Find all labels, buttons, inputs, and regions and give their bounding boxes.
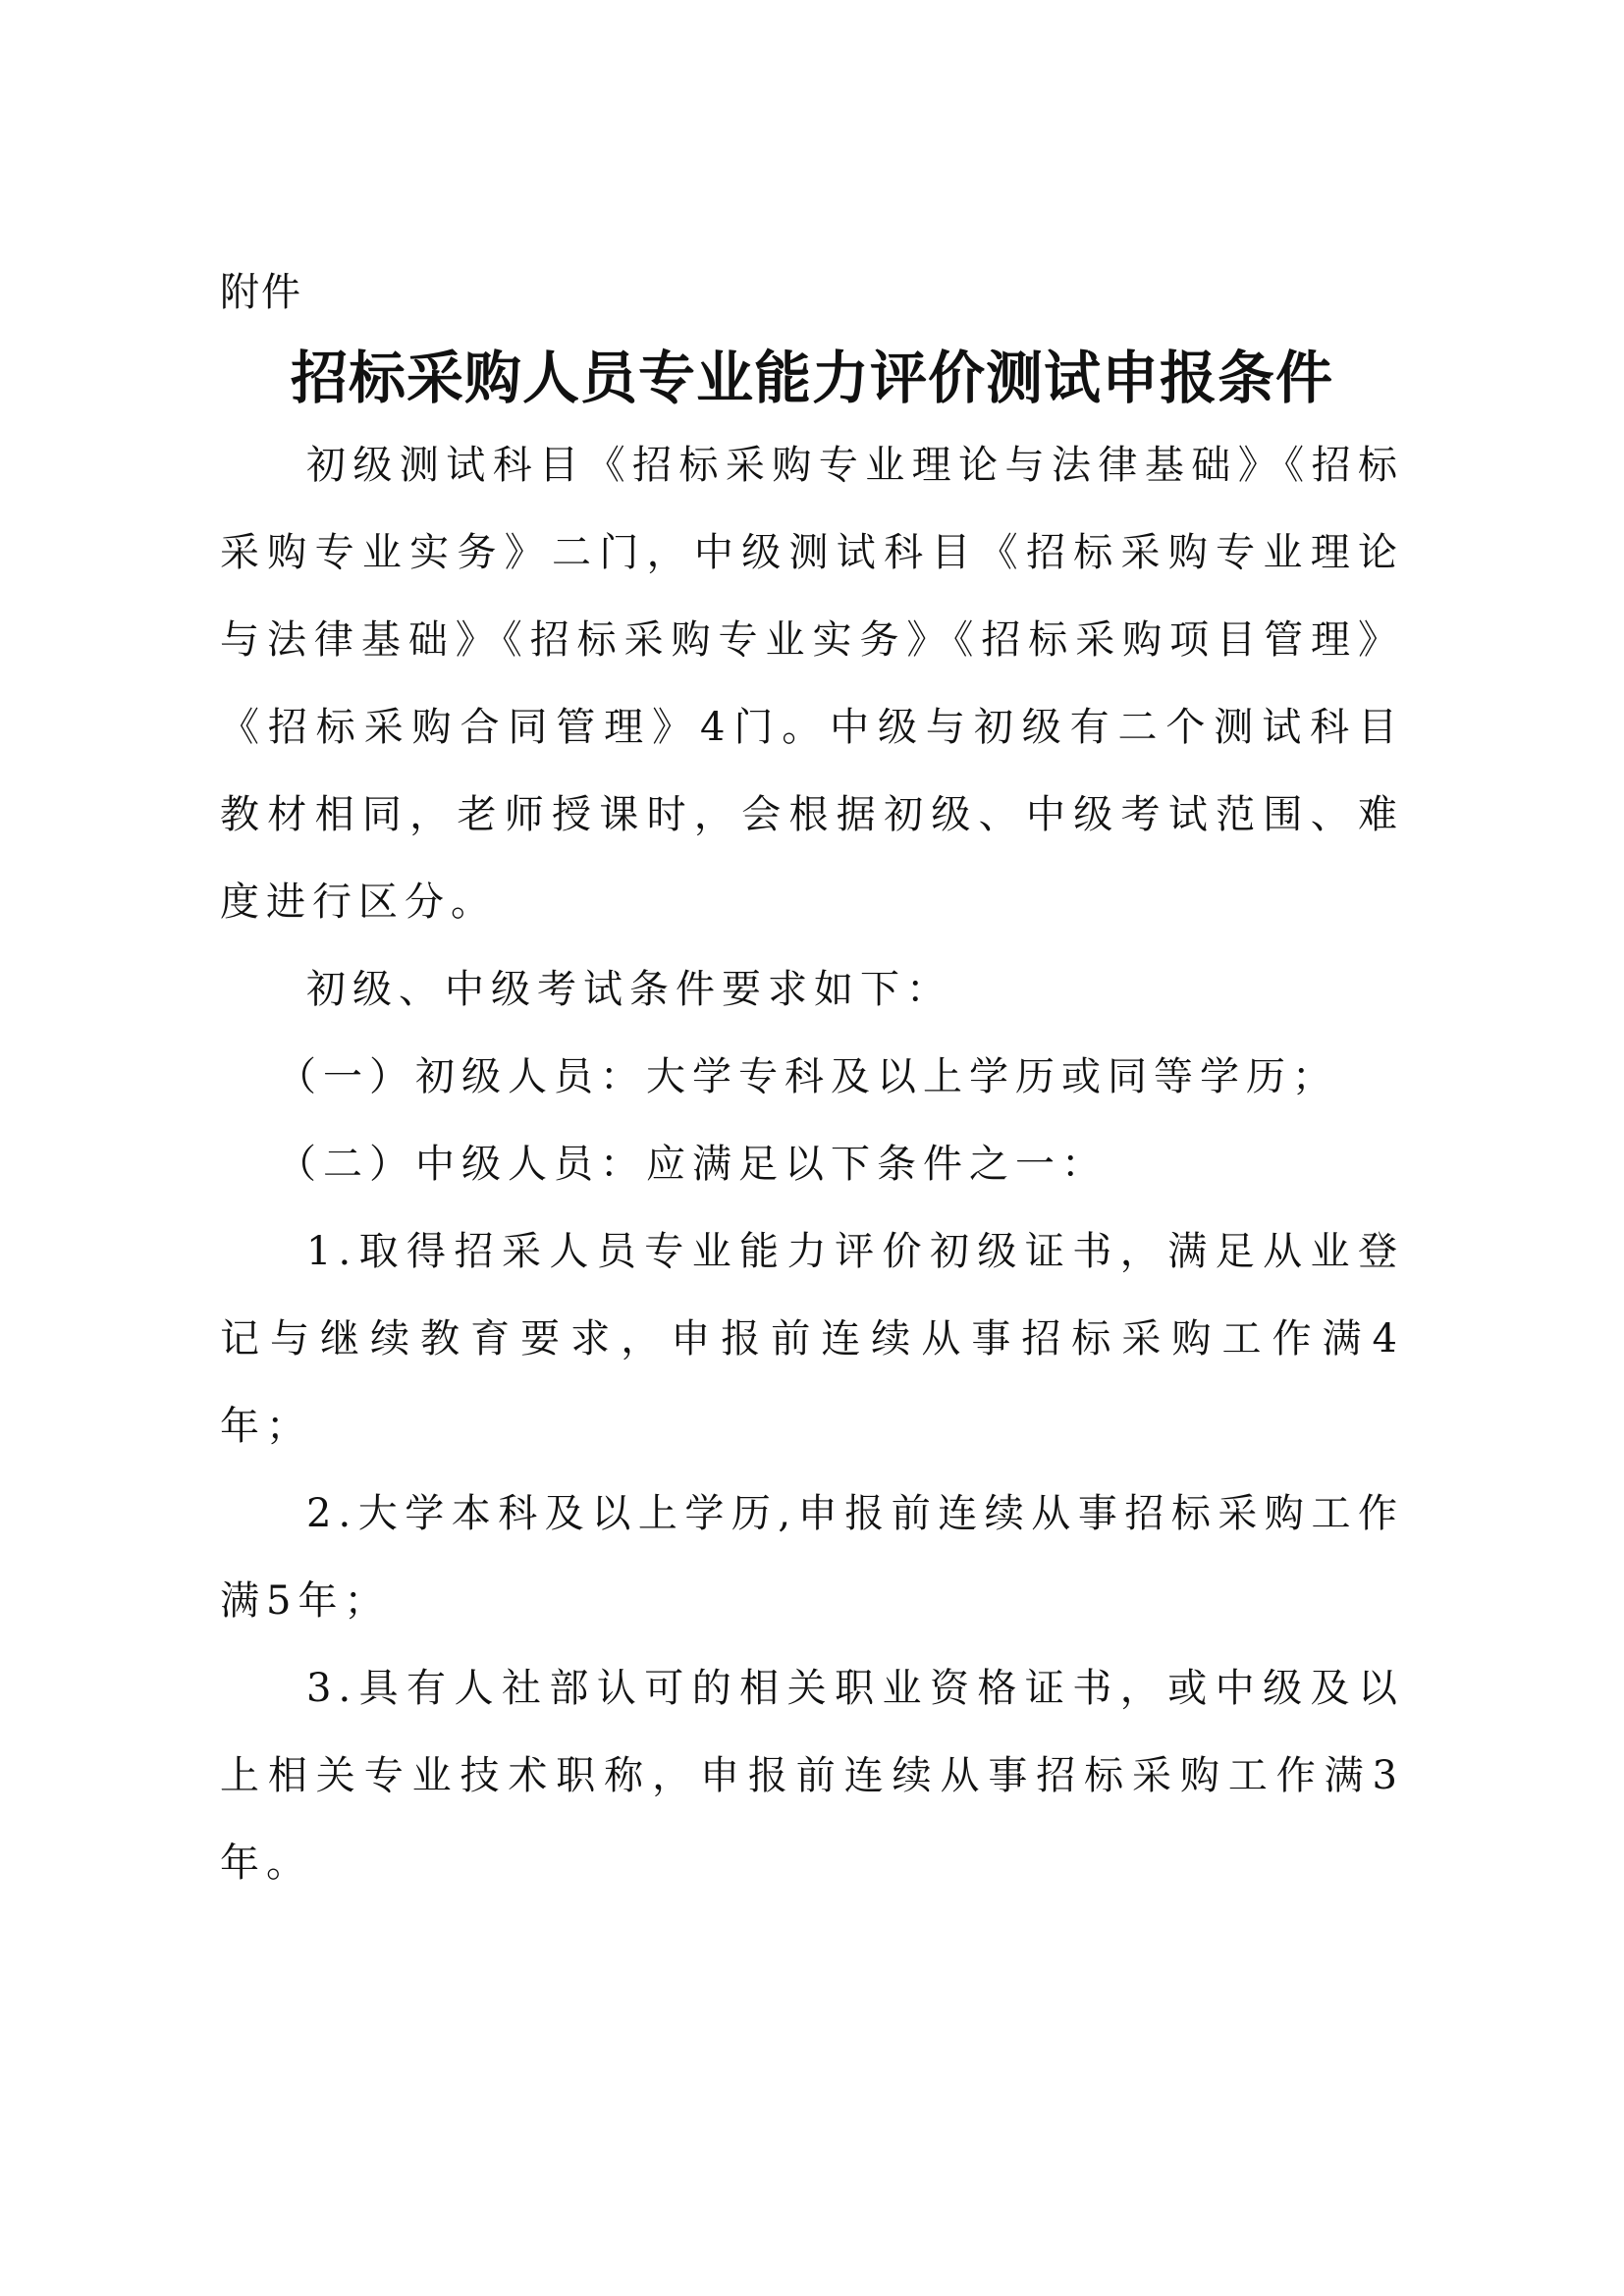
document-body <box>220 422 1404 1907</box>
paragraph-condition-2: 2.大学本科及以上学历,申报前连续从事招标采购工作满5年； <box>220 1491 1404 1624</box>
paragraph-condition-1: 1.取得招采人员专业能力评价初级证书，满足从业登记与继续教育要求，申报前连续从事招标采购工作满4年； <box>220 1229 1404 1449</box>
document-title: 招标采购人员专业能力评价测试申报条件 <box>290 345 1333 411</box>
paragraph-conditions-intro: 初级、中级考试条件要求如下： <box>306 967 952 1012</box>
paragraph-junior-condition: （一）初级人员：大学专科及以上学历或同等学历； <box>277 1054 1338 1099</box>
paragraph-intermediate-condition: （二）中级人员：应满足以下条件之一： <box>277 1142 1108 1187</box>
paragraph-subjects: 初级测试科目《招标采购专业理论与法律基础》《招标采购专业实务》二门，中级测试科目《招标采购专业理论与法律基础》《招标采购专业实务》《招标采购项目管理》《招标采购合同管理》4门。中级与初级有二个测试科目教材相同，老师授课时，会根据初级、中级考试范围、难度进行区分。 <box>220 443 1404 925</box>
attachment-label: 附件 <box>220 270 302 315</box>
paragraph-condition-3: 3.具有人社部认可的相关职业资格证书，或中级及以上相关专业技术职称，申报前连续从事招标采购工作满3年。 <box>220 1666 1404 1886</box>
